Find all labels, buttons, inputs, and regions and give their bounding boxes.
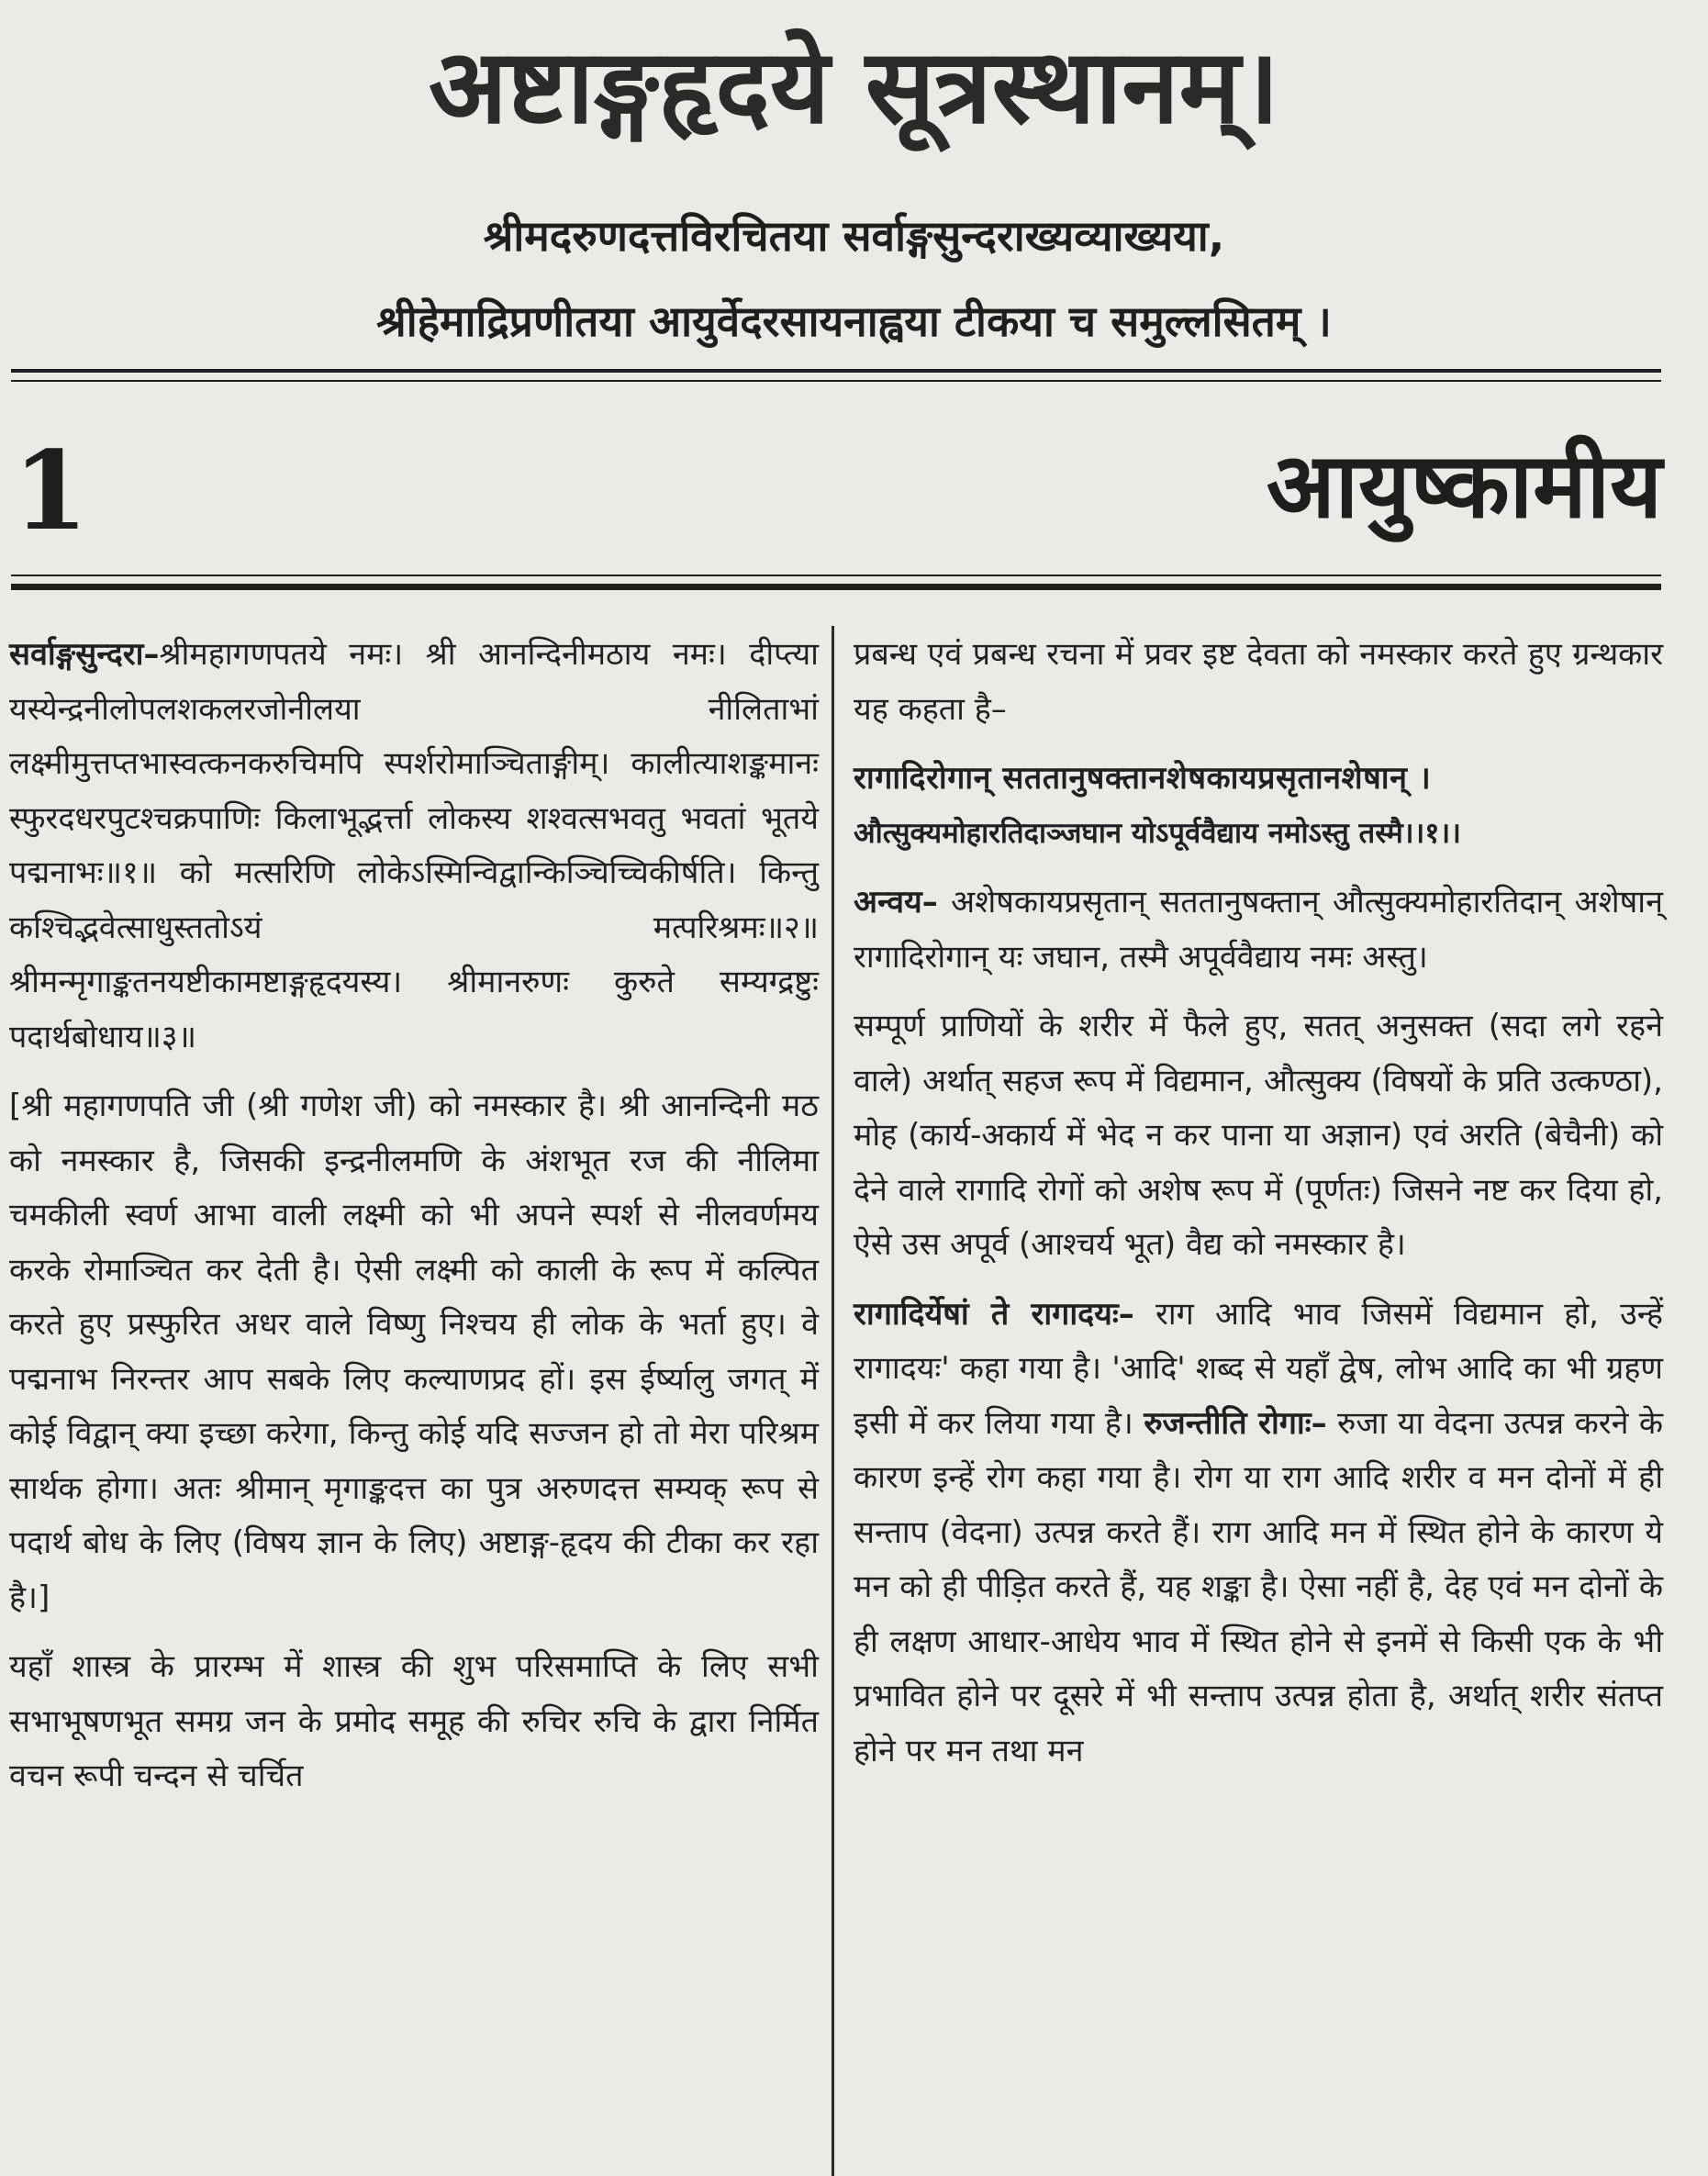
column-divider <box>832 626 834 2176</box>
chapter-number: 1 <box>13 427 89 554</box>
chapter-rule-bottom <box>11 584 1661 590</box>
ragadi-text: राग आदि भाव जिसमें विद्यमान हो, उन्हें रागादयः' कहा गया है। 'आदि' शब्द से यहाँ द्वेष, लोभ आदि का भी ग्रहण इसी में कर लिया गया है। <box>854 1295 1663 1442</box>
sanskrit-invocation-text: श्रीमहागणपतये नमः। श्री आनन्दिनीमठाय नमः। दीप्त्या यस्येन्द्रनीलोपलशकलरजोनीलया नीलिताभां लक्ष्मीमुत्तप्तभास्वत्कनकरुचिमपि स्पर्शरोमाञ्चिताङ्गीम्। कालीत्याशङ्कमानः स्फुरदधरपुटश्चक्रपाणिः किलाभूद्भर्त्ता लोकस्य शश्वत्सभवतु भवतां भूतये पद्मनाभः॥१॥ को मत्सरिणि लोकेऽस्मिन्विद्वान्किञ्चिच्चिकीर्षति। किन्तु कश्चिद्भवेत्साधुस्ततोऽयं मत्परिश्रमः॥२॥ श्रीमन्मृगाङ्कतनयष्टीकामष्टाङ्गहृदयस्य। श्रीमानरुणः कुरुते सम्यग्द्रष्टुः पदार्थबोधाय॥३॥ <box>9 636 819 1055</box>
header-rule-top <box>11 369 1661 373</box>
chapter-rule-top <box>11 575 1661 576</box>
right-column <box>854 628 1663 1779</box>
verse-line-2: औत्सुक्यमोहारतिदाञ्जघान योऽपूर्ववैद्याय नमोऽस्तु तस्मै।।१।। <box>854 816 1461 850</box>
header-rule-bottom <box>11 380 1661 382</box>
ragadi-explanation-paragraph <box>854 1288 1663 1780</box>
chapter-title: आयुष्कामीय <box>1266 434 1662 539</box>
page-title: अष्टाङ्गहृदये सूत्रस्थानम्। <box>429 28 1279 147</box>
ragadi-label: रागादिर्येषां ते रागादयः– <box>854 1295 1134 1333</box>
sarvangasundara-paragraph <box>9 628 819 1065</box>
left-column <box>9 628 819 1804</box>
intro-continuation-paragraph: प्रबन्ध एवं प्रबन्ध रचना में प्रवर इष्ट देवता को नमस्कार करते हुए ग्रन्थकार यह कहता है– <box>854 636 1663 728</box>
roga-text: रुजा या वेदना उत्पन्न करने के कारण इन्हें रोग कहा गया है। रोग या राग आदि शरीर व मन दोनों में ही सन्ताप (वेदना) उत्पन्न करते हैं। राग आदि मन में स्थित होने के कारण ये मन को ही पीड़ित करते हैं, यह शङ्का है। ऐसा नहीं है, देह एवं मन दोनों के ही लक्षण आधार-आधेय भाव में स्थित होने से इनमें से किसी एक के भी प्रभावित होने पर दूसरे में भी सन्ताप उत्पन्न होता है, अर्थात् शरीर संतप्त होने पर मन तथा मन <box>854 1404 1663 1769</box>
introduction-paragraph: यहाँ शास्त्र के प्रारम्भ में शास्त्र की शुभ परिसमाप्ति के लिए सभी सभाभूषणभूत समग्र जन के प्रमोद समूह की रुचिर रुचि के द्वारा निर्मित वचन रूपी चन्दन से चर्चित <box>9 1648 819 1794</box>
roga-label: रुजन्तीति रोगाः– <box>1144 1404 1327 1442</box>
subtitle-line-2: श्रीहेमाद्रिप्रणीतया आयुर्वेदरसायनाह्वया टीकया च समुल्लसितम् । <box>376 296 1332 346</box>
anvaya-text: अशेषकायप्रसृतान् सततानुषक्तान् औत्सुक्यमोहारतिदान् अशेषान् रागादिरोगान् यः जघान, तस्मै अपूर्ववैद्याय नमः अस्तु। <box>854 884 1663 976</box>
verse-meaning-paragraph: सम्पूर्ण प्राणियों के शरीर में फैले हुए, सतत् अनुसक्त (सदा लगे रहने वाले) अर्थात् सहज रूप में विद्यमान, औत्सुक्य (विषयों के प्रति उत्कण्ठा), मोह (कार्य-अकार्य में भेद न कर पाना या अज्ञान) एवं अरति (बेचैनी) को देने वाले रागादि रोगों को अशेष रूप में (पूर्णतः) जिसने नष्ट कर दिया हो, ऐसे उस अपूर्व (आश्चर्य भूत) वैद्य को नमस्कार है। <box>854 1008 1663 1263</box>
anvaya-paragraph <box>854 876 1663 985</box>
hindi-translation-paragraph: [श्री महागणपति जी (श्री गणेश जी) को नमस्कार है। श्री आनन्दिनी मठ को नमस्कार है, जिसकी इन्द्रनीलमणि के अंशभूत रज की नीलिमा चमकीली स्वर्ण आभा वाली लक्ष्मी को भी अपने स्पर्श से नीलवर्णमय करके रोमाञ्चित कर देती है। ऐसी लक्ष्मी को काली के रूप में कल्पित करते हुए प्रस्फुरित अधर वाले विष्णु निश्चय ही लोक के भर्ता हुए। वे पद्मनाभ निरन्तर आप सबके लिए कल्याणप्रद हों। इस ईर्ष्यालु जगत् में कोई विद्वान् क्या इच्छा करेगा, किन्तु कोई यदि सज्जन हो तो मेरा परिश्रम सार्थक होगा। अतः श्रीमान् मृगाङ्कदत्त का पुत्र अरुणदत्त सम्यक् रूप से पदार्थ बोध के लिए (विषय ज्ञान के लिए) अष्टाङ्ग-हृदय की टीका कर रहा है।] <box>9 1088 819 1616</box>
subtitle-line-1: श्रीमदरुणदत्तविरचितया सर्वाङ्गसुन्दराख्यव्याख्यया, <box>483 211 1225 261</box>
verse-line-1: रागादिरोगान् सततानुषक्तानशेषकायप्रसृतानशेषान् । <box>854 760 1432 797</box>
anvaya-label: अन्वय– <box>854 884 938 921</box>
commentary-label: सर्वाङ्गसुन्दरा– <box>9 636 160 673</box>
